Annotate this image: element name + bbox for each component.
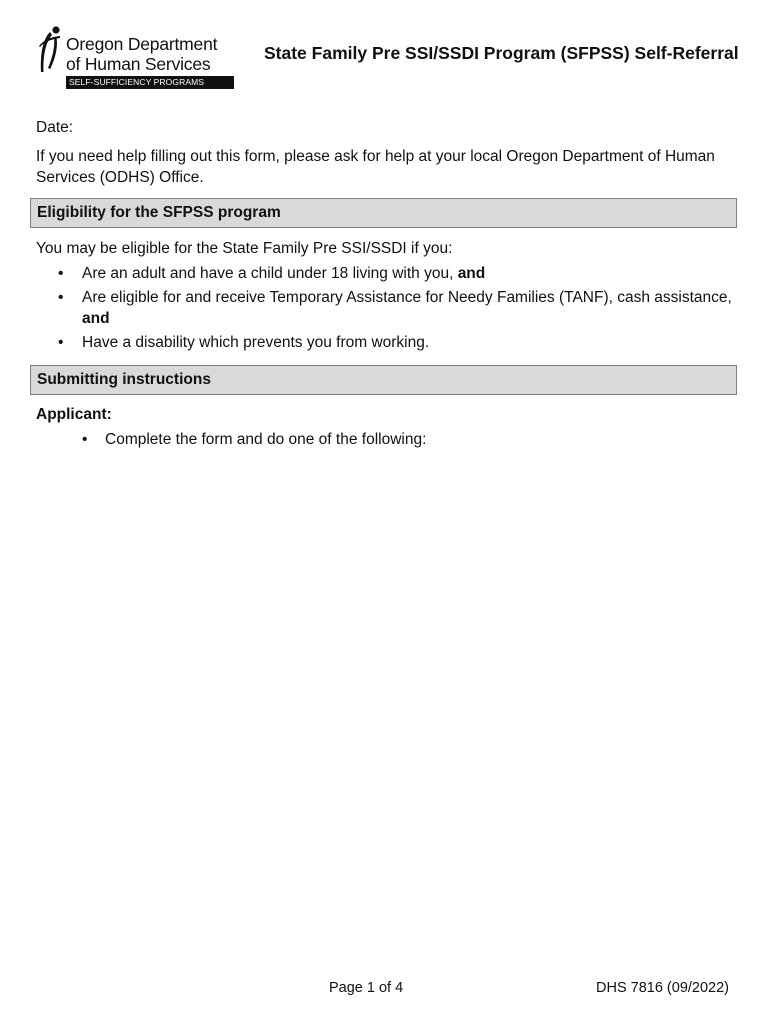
document-title: State Family Pre SSI/SSDI Program (SFPSS) Self-Referral bbox=[264, 43, 739, 63]
list-item-emphasis: and bbox=[82, 310, 110, 327]
bullet-icon: • bbox=[58, 289, 64, 306]
list-item bbox=[82, 430, 426, 450]
intro-paragraph: If you need help filling out this form, please ask for help at your local Oregon Department of Human Services (ODHS) Office. bbox=[36, 148, 715, 186]
list-item-text: Are an adult and have a child under 18 living with you, bbox=[82, 265, 458, 282]
applicant-label: Applicant: bbox=[36, 406, 112, 423]
logo-text-line2: of Human Services bbox=[66, 54, 211, 74]
list-item-emphasis: and bbox=[457, 265, 486, 282]
eligibility-lead-text: You may be eligible for the State Family Pre SSI/SSDI if you: bbox=[36, 240, 453, 257]
list-item bbox=[55, 263, 735, 284]
list-item bbox=[55, 332, 735, 353]
person-figure-icon bbox=[36, 26, 66, 76]
bullet-icon: • bbox=[58, 265, 64, 282]
page-number: Page 1 of 4 bbox=[329, 980, 404, 996]
list-item-text: Have a disability which prevents you from working. bbox=[82, 334, 430, 351]
logo-tagline: SELF-SUFFICIENCY PROGRAMS bbox=[66, 76, 234, 89]
section-heading-submitting: Submitting instructions bbox=[30, 365, 737, 395]
logo-text-line1: Oregon Department bbox=[66, 34, 218, 54]
date-label: Date: bbox=[36, 119, 74, 136]
list-item-text: Are eligible for and receive Temporary Assistance for Needy Families (TANF), cash assistance, bbox=[82, 289, 732, 306]
list-item bbox=[55, 287, 735, 329]
odhs-logo bbox=[36, 26, 241, 92]
bullet-icon: • bbox=[58, 334, 64, 351]
page-header bbox=[36, 26, 746, 96]
section-heading-eligibility: Eligibility for the SFPSS program bbox=[30, 198, 737, 228]
list-item-text: Complete the form and do one of the following: bbox=[105, 431, 427, 448]
eligibility-list bbox=[55, 263, 735, 356]
form-number: DHS 7816 (09/2022) bbox=[596, 980, 729, 996]
bullet-icon: • bbox=[82, 431, 88, 448]
